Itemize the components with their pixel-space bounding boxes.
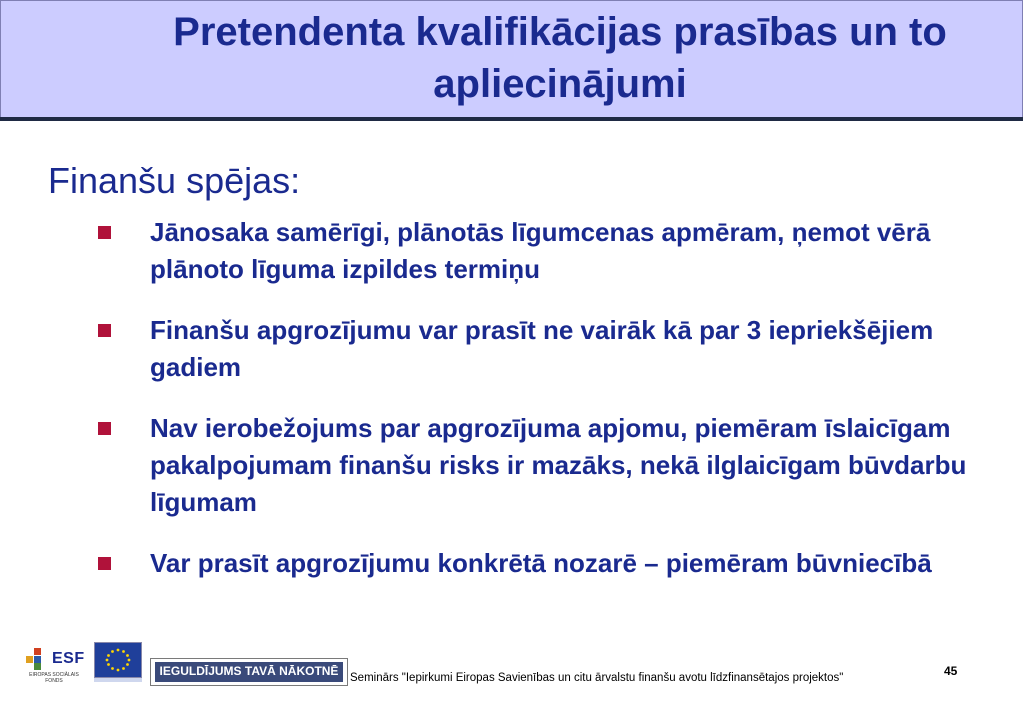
bullet-text: Jānosaka samērīgi, plānotās līgumcenas apmēram, ņemot vērā plānoto līguma izpildes termiņu: [150, 217, 931, 284]
square-bullet-icon: [98, 226, 111, 239]
section-heading: Finanšu spējas:: [48, 160, 301, 201]
bullet-text: Var prasīt apgrozījumu konkrētā nozarē – piemēram būvniecībā: [150, 548, 932, 578]
footer: [0, 636, 1023, 708]
esf-logo-icon: [26, 648, 52, 670]
investment-label: IEGULDĪJUMS TAVĀ NĀKOTNĒ: [155, 662, 343, 682]
esf-logo-subtext: EIROPAS SOCIĀLAIS FONDS: [29, 672, 79, 684]
bullet-item: [96, 410, 976, 521]
bullet-list: [96, 214, 976, 606]
seminar-caption: Seminārs "Iepirkumi Eiropas Savienības un citu ārvalstu finanšu avotu līdzfinansētajos projektos": [350, 672, 844, 684]
square-bullet-icon: [98, 422, 111, 435]
bullet-text: Finanšu apgrozījumu var prasīt ne vairāk kā par 3 iepriekšējiem gadiem: [150, 315, 934, 382]
title-divider: [0, 117, 1023, 121]
bullet-item: [96, 312, 976, 386]
slide-title: Pretendenta kvalifikācijas prasības un to apliecinājumi: [173, 10, 947, 106]
eu-flag-caption: [94, 678, 142, 682]
bullet-item: [96, 214, 976, 288]
esf-logo: [12, 640, 85, 688]
investment-banner: [150, 658, 348, 686]
square-bullet-icon: [98, 324, 111, 337]
eu-flag-icon: [94, 642, 142, 678]
bullet-text: Nav ierobežojums par apgrozījuma apjomu, piemēram īslaicīgam pakalpojumam finanšu risks ir mazāks, nekā ilglaicīgam būvdarbu līgumam: [150, 413, 967, 517]
bullet-item: [96, 545, 976, 582]
esf-logo-text: ESF: [52, 650, 85, 667]
square-bullet-icon: [98, 557, 111, 570]
page-number: 45: [944, 664, 958, 678]
